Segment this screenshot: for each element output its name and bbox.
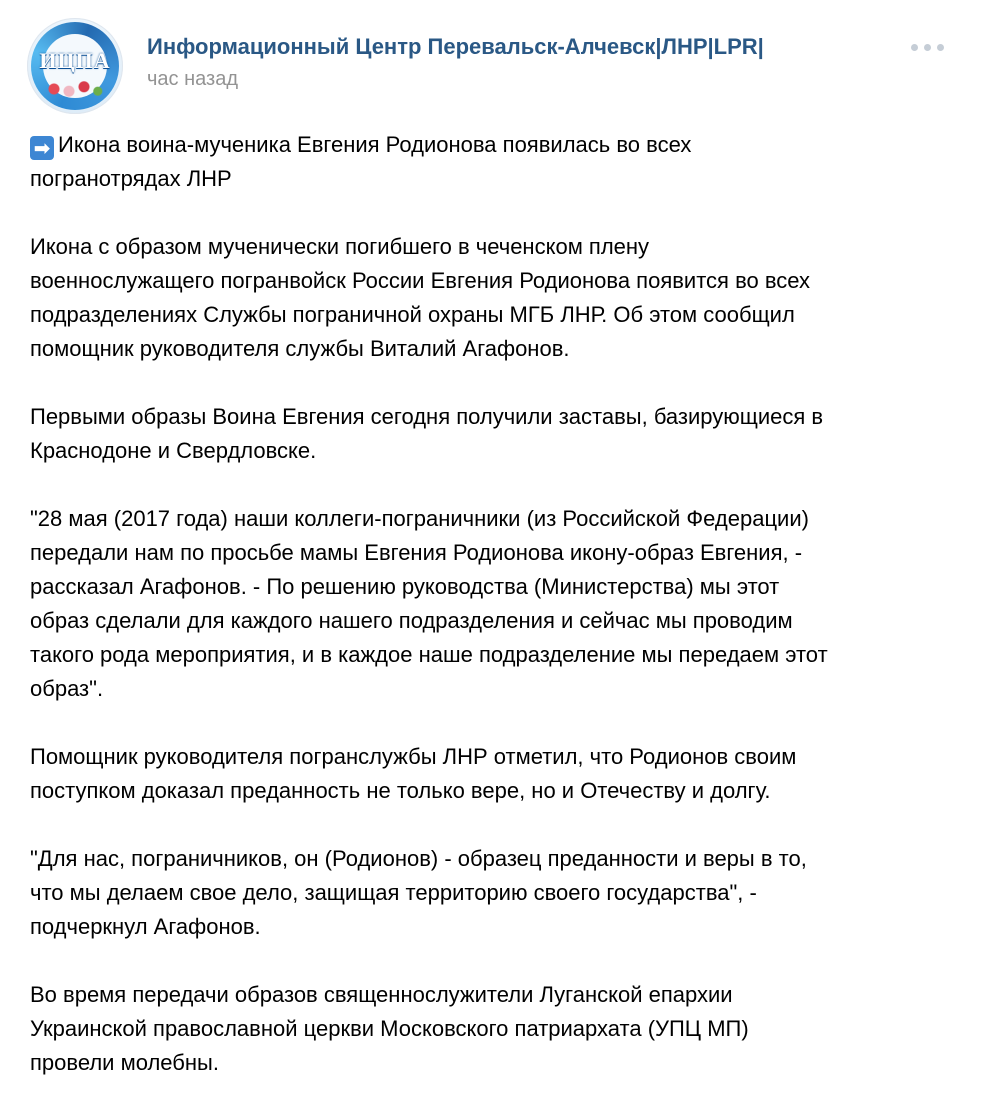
post-paragraph: "Для нас, пограничников, он (Родионов) - образец преданности и веры в то, что мы делаем свое дело, защищая территорию своего государства", - подчеркнул Агафонов. <box>30 846 807 939</box>
post-author-link[interactable]: Информационный Центр Перевальск-Алчевск|ЛНР|LPR| <box>147 34 764 59</box>
avatar-flowers-image <box>45 78 105 100</box>
post-header <box>27 18 967 108</box>
post-timestamp[interactable]: час назад <box>147 68 239 90</box>
post-paragraph: Помощник руководителя погранслужбы ЛНР отметил, что Родионов своим поступком доказал преданность не только вере, но и Отечеству и долгу. <box>30 744 797 803</box>
post-paragraph: Икона с образом мученически погибшего в чеченском плену военнослужащего погранвойск России Евгения Родионова появится во всех подразделениях Службы пограничной охраны МГБ ЛНР. Об этом сообщил помощник руководителя службы Виталий Агафонов. <box>30 234 811 361</box>
community-avatar[interactable] <box>27 18 123 114</box>
post-paragraph-lead <box>30 128 970 196</box>
post-headline: Икона воина-мученика Евгения Родионова появилась во всех погранотрядах ЛНР <box>30 132 692 191</box>
arrow-right-emoji-icon: ➡ <box>30 136 54 160</box>
post-text <box>30 128 970 1080</box>
post-paragraph: "28 мая (2017 года) наши коллеги-пограничники (из Российской Федерации) передали нам по просьбе мамы Евгения Родионова икону-образ Евгения, - рассказал Агафонов. - По решению руководства (Министерства) мы этот образ сделали для каждого нашего подразделения и сейчас мы проводим такого рода мероприятия, и в каждое наше подразделение мы передаем этот образ". <box>30 506 828 701</box>
post-paragraph: Первыми образы Воина Евгения сегодня получили заставы, базирующиеся в Краснодоне и Свердловске. <box>30 404 824 463</box>
more-dots-icon[interactable] <box>911 40 947 56</box>
post-paragraph: Во время передачи образов священнослужители Луганской епархии Украинской православной церкви Московского патриархата (УПЦ МП) провели молебны. <box>30 982 749 1075</box>
more-dot <box>911 44 918 51</box>
more-dot <box>924 44 931 51</box>
more-dot <box>937 44 944 51</box>
avatar-logo-text: ИЦПА <box>39 48 111 73</box>
